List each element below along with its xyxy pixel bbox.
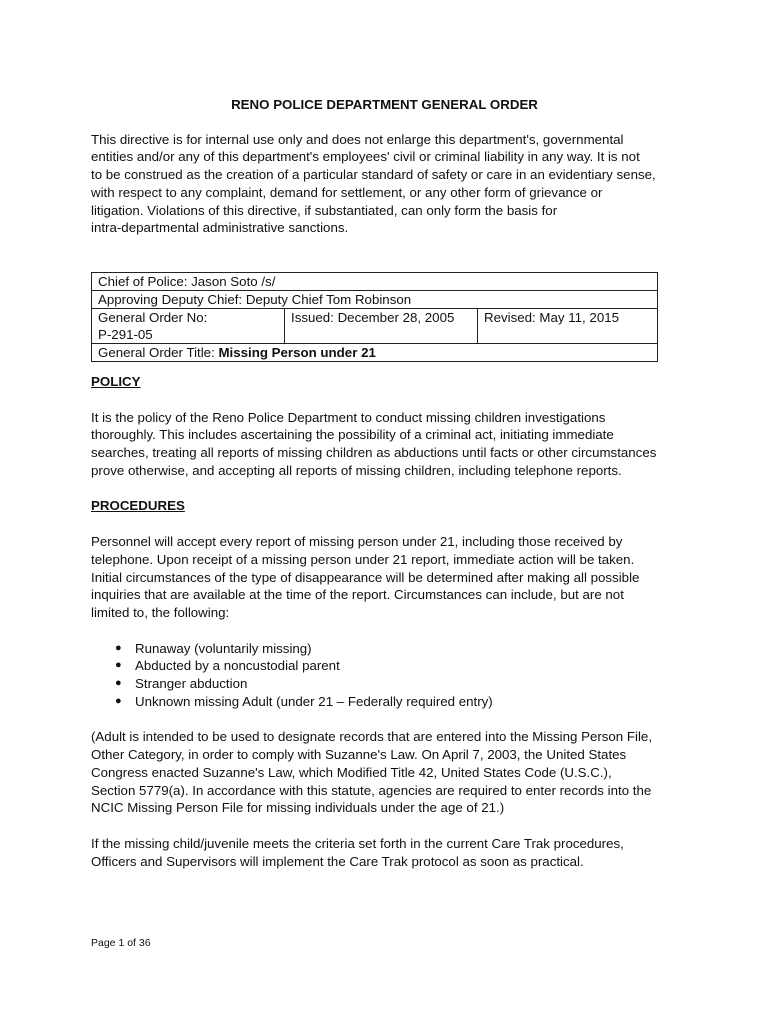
order-number-value: P-291-05: [98, 326, 153, 342]
chief-of-police-cell: Chief of Police: Jason Soto /s/: [92, 272, 658, 290]
order-number-label: General Order No:: [98, 309, 208, 325]
policy-line: It is the policy of the Reno Police Department to conduct missing children investigations: [91, 409, 606, 425]
list-item-label: Runaway (voluntarily missing): [135, 640, 312, 656]
policy-line: thoroughly. This includes ascertaining the possibility of a criminal act, initiating immediate: [91, 427, 614, 443]
document-title: RENO POLICE DEPARTMENT GENERAL ORDER: [231, 97, 538, 112]
procedures-line: inquiries that are available at the time of the report. Circumstances can include, but are not: [91, 587, 624, 603]
spacer: [91, 391, 691, 409]
adult-note-line: Section 5779(a). In accordance with this statute, agencies are required to enter records into the: [91, 782, 652, 798]
procedures-line: Personnel will accept every report of missing person under 21, including those received by: [91, 534, 623, 550]
spacer: [91, 479, 691, 497]
page-number-footer: Page 1 of 36: [91, 937, 151, 949]
order-number-cell: [92, 308, 285, 343]
disclaimer-line: intra-departmental administrative sanctions.: [91, 220, 349, 236]
procedures-heading: PROCEDURES: [91, 498, 185, 514]
disclaimer-line: entities and/or any of this department's employees' civil or criminal liability in any way. It is not: [91, 149, 640, 165]
bullet-icon: ●: [115, 641, 122, 654]
care-trak-line: Officers and Supervisors will implement the Care Trak protocol as soon as practical.: [91, 853, 584, 869]
policy-line: prove otherwise, and accepting all reports of missing children, including telephone reports.: [91, 462, 622, 478]
spacer: [91, 237, 691, 272]
table-row: [92, 343, 658, 361]
issued-date-cell: Issued: December 28, 2005: [285, 308, 478, 343]
spacer: [91, 515, 691, 533]
list-item-label: Stranger abduction: [135, 676, 248, 692]
policy-line: searches, treating all reports of missing children as abductions until facts or other circumstances: [91, 445, 657, 461]
revised-date-cell: Revised: May 11, 2015: [478, 308, 658, 343]
adult-note-line: (Adult is intended to be used to designate records that are entered into the Missing Person File,: [91, 729, 653, 745]
adult-note-line: NCIC Missing Person File for missing individuals under the age of 21.): [91, 800, 505, 816]
document-body: [91, 96, 691, 870]
disclaimer-paragraph: [91, 131, 691, 237]
table-row: [92, 272, 658, 290]
list-item-label: Unknown missing Adult (under 21 – Federally required entry): [135, 693, 493, 709]
spacer: [91, 362, 691, 373]
deputy-chief-cell: Approving Deputy Chief: Deputy Chief Tom Robinson: [92, 290, 658, 308]
list-item: [115, 657, 691, 675]
order-title-label: General Order Title:: [98, 344, 219, 360]
policy-heading: POLICY: [91, 373, 141, 389]
circumstances-list: [115, 640, 691, 711]
procedures-line: Initial circumstances of the type of disappearance will be determined after making all possible: [91, 569, 640, 585]
spacer: [91, 622, 691, 640]
table-row: [92, 290, 658, 308]
bullet-icon: ●: [115, 694, 122, 707]
list-item: [115, 675, 691, 693]
table-row: [92, 308, 658, 343]
procedures-line: telephone. Upon receipt of a missing person under 21 report, immediate action will be taken.: [91, 551, 635, 567]
adult-note-line: Congress enacted Suzanne's Law, which Modified Title 42, United States Code (U.S.C.),: [91, 764, 612, 780]
bullet-icon: ●: [115, 677, 122, 690]
disclaimer-line: litigation. Violations of this directive, if substantiated, can only form the basis for: [91, 202, 558, 218]
care-trak-line: If the missing child/juvenile meets the criteria set forth in the current Care Trak procedures,: [91, 835, 624, 851]
spacer: [91, 817, 691, 835]
list-item-label: Abducted by a noncustodial parent: [135, 658, 340, 674]
disclaimer-line: This directive is for internal use only and does not enlarge this department's, governmental: [91, 131, 624, 147]
disclaimer-line: with respect to any complaint, demand for settlement, or any other form of grievance or: [91, 184, 603, 200]
list-item: [115, 693, 691, 711]
adult-note-paragraph: [91, 728, 691, 817]
spacer: [91, 710, 691, 728]
procedures-line: limited to, the following:: [91, 604, 230, 620]
list-item: [115, 640, 691, 658]
order-title-value: Missing Person under 21: [218, 344, 376, 360]
procedures-intro-paragraph: [91, 533, 691, 622]
policy-paragraph: [91, 409, 691, 480]
care-trak-paragraph: [91, 835, 691, 870]
order-title-cell: [92, 343, 658, 361]
disclaimer-line: to be construed as the creation of a particular standard of safety or care in an evidentiary sense,: [91, 167, 656, 183]
adult-note-line: Other Category, in order to comply with Suzanne's Law. On April 7, 2003, the United States: [91, 747, 627, 763]
general-order-info-table: [91, 272, 658, 362]
bullet-icon: ●: [115, 659, 122, 672]
